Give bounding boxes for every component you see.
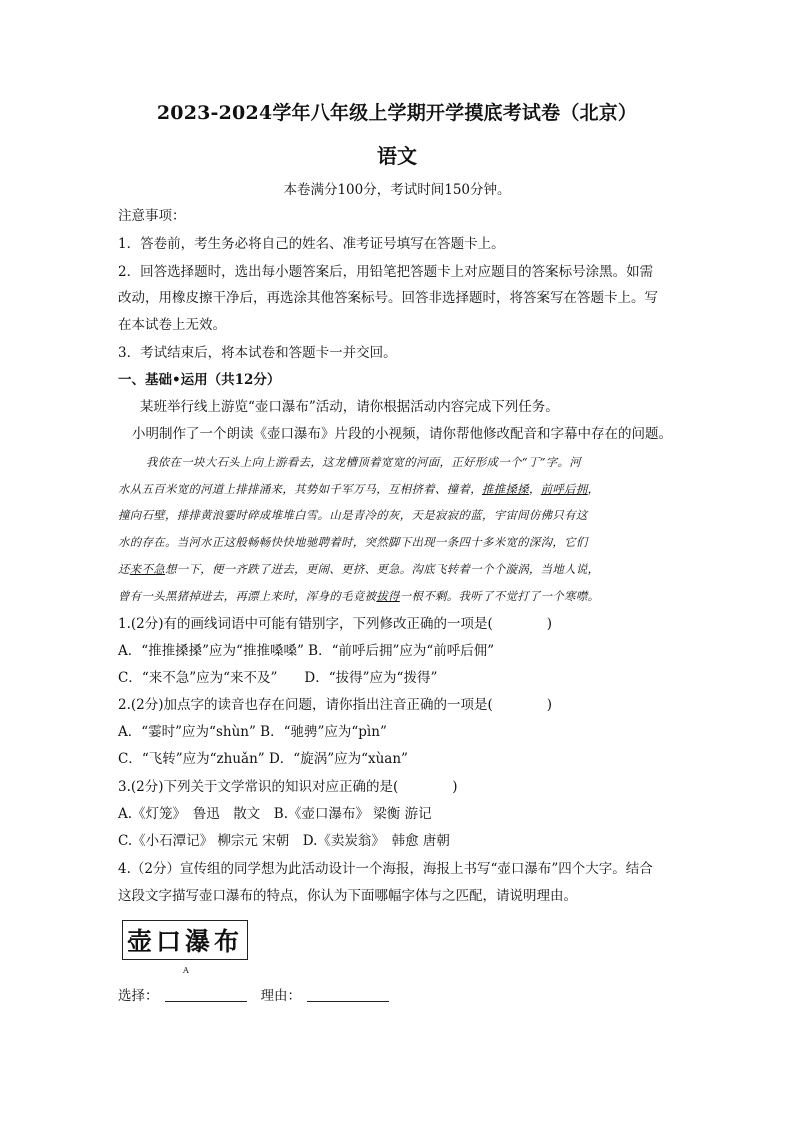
underlined-word: 前呼后拥 [540,482,588,496]
underlined-word: 推推搡搡 [481,482,529,496]
question-2-options-ab: A．“霎时”应为“shùn” B．“驰骋”应为“pìn” [118,724,387,740]
question-4: 4.（2分）宣传组的同学想为此活动设计一个海报，海报上书写“壶口瀑布”四个大字。结合 [118,861,653,877]
sample-label: A [183,966,189,975]
passage-line: 我依在一块大石头上向上游看去，这龙槽顶着宽宽的河面，正好形成一个“丁”字。河 [146,455,582,469]
exam-note: 本卷满分100分，考试时间150分钟。 [283,182,511,198]
page-title: 2023-2024学年八年级上学期开学摸底考试卷（北京） [156,102,638,124]
instruction-item: 1．答卷前，考生务必将自己的姓名、准考证号填写在答题卡上。 [118,236,505,252]
passage-line [118,586,676,606]
question-1: 1.(2分)有的画线词语中可能有错别字，下列修改正确的一项是( ) [118,616,553,632]
underlined-word: 来不急 [129,562,165,576]
passage-line: 撞向石壁，排排黄浪霎时碎成堆堆白雪。山是青冷的灰，天是寂寂的蓝，宇宙间仿佛只有这 [118,508,588,522]
instruction-item: 在本试卷上无效。 [118,317,226,333]
passage-text: ， [587,482,600,496]
section-heading: 一、基础•运用（共12分） [118,372,281,388]
reason-blank[interactable] [307,987,389,1002]
question-1-options-ab: A．“推推搡搡”应为“推推嗓嗓” B．“前呼后拥”应为“前呼后佣” [118,643,495,659]
instructions-heading: 注意事项： [118,208,186,224]
passage-text: ， [528,482,541,496]
passage-line [118,559,676,579]
question-1-options-cd: C．“来不急”应为“来不及” D．“拔得”应为“拨得” [118,670,438,686]
passage-line: 水的存在。当河水正这般畅畅快快地驰聘着时，突然脚下出现一条四十多米宽的深沟，它们 [118,535,588,549]
question-4-continued: 这段文字描写壶口瀑布的特点，你认为下面哪幅字体与之匹配，请说明理由。 [118,888,577,904]
question-3: 3.(2分)下列关于文学常识的知识对应正确的是( ) [118,779,458,795]
passage-text: 曾有一头黑猪掉进去，再漂上来时，浑身的毛竟被 [118,589,377,603]
underlined-word: 拔得 [376,589,400,603]
passage-line [118,479,676,499]
question-2-options-cd: C．“飞转”应为“zhuǎn” D．“旋涡”应为“xùan” [118,751,408,767]
section-task: 小明制作了一个朗读《壶口瀑布》片段的小视频，请你帮他修改配音和字幕中存在的问题。 [132,426,672,442]
passage-text: 想一下，便一齐跌了进去，更闹、更挤、更急。沟底飞转着一个个漩涡，当地人说， [164,562,600,576]
question-3-options-ab: A.《灯笼》 鲁迅 散文 B.《壶口瀑布》 梁衡 游记 [118,806,432,822]
instruction-item: 2．回答选择题时，选出每小题答案后，用铅笔把答题卡上对应题目的答案标号涂黑。如需 [118,264,654,280]
question-3-options-cd: C.《小石潭记》 柳宗元 宋朝 D.《卖炭翁》 韩愈 唐朝 [118,833,450,849]
instruction-item: 改动，用橡皮擦干净后，再选涂其他答案标号。回答非选择题时，将答案写在答题卡上。写 [118,290,658,306]
answer-line [118,986,403,1006]
reason-label: 理由： [260,988,301,1004]
section-intro: 某班举行线上游览“壶口瀑布”活动，请你根据活动内容完成下列任务。 [140,399,559,415]
passage-text: 水从五百米宽的河道上排排涌来，其势如千军万马，互相挤着、撞着， [118,482,482,496]
calligraphy-sample-a: 壶口瀑布 [122,920,248,960]
question-2: 2.(2分)加点字的读音也存在问题，请你指出注音正确的一项是( ) [118,697,553,713]
choice-label: 选择： [118,988,159,1004]
subject-heading: 语文 [377,144,417,168]
choice-blank[interactable] [165,987,247,1002]
passage-text: 一根不剩。我听了不觉打了一个寒噤。 [399,589,600,603]
passage-text: 还 [118,562,130,576]
instruction-item: 3．考试结束后，将本试卷和答题卡一并交回。 [118,345,397,361]
